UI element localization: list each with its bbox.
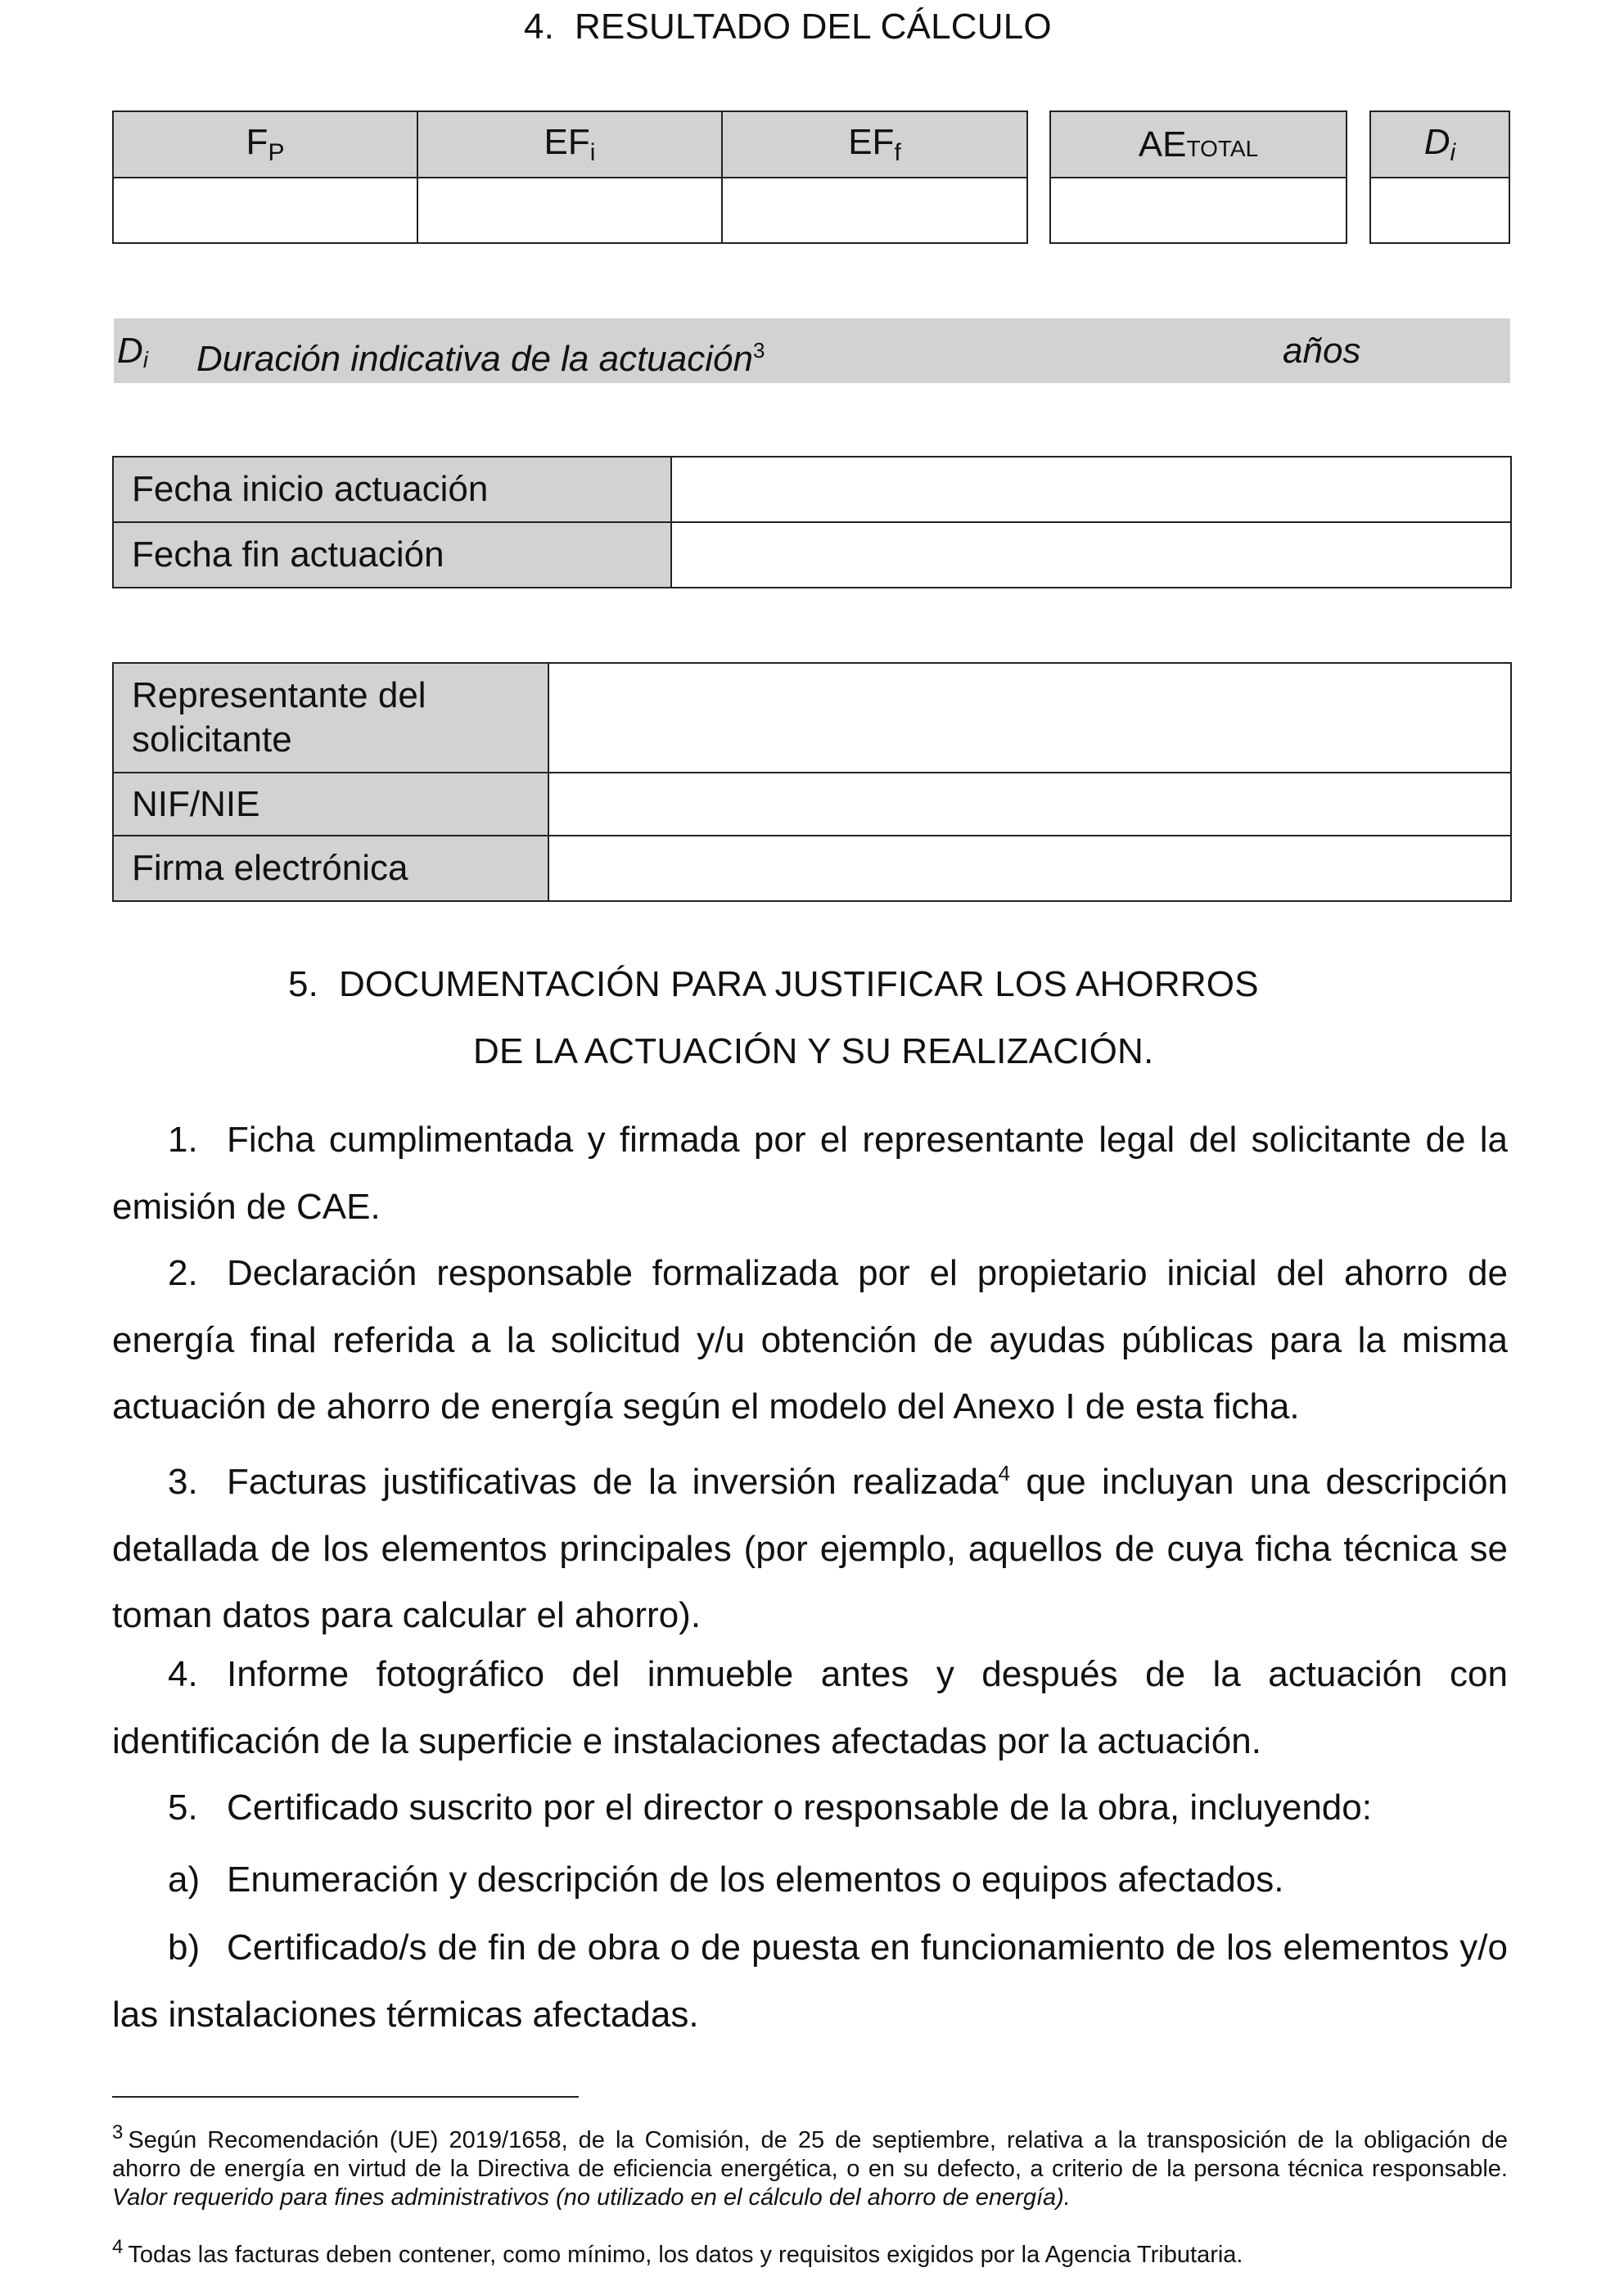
header-eff: $EF_f$: [722, 111, 1027, 178]
footnote-separator: [112, 2096, 579, 2098]
doc-item-4-text: Informe fotográfico del inmueble antes y después de la actuación con identificación de la superficie e instalaciones afectadas por la actuación.: [112, 1654, 1508, 1761]
result-table-group-a: [112, 110, 1028, 244]
doc-item-1-number: 1.: [168, 1120, 198, 1160]
value-eff[interactable]: [722, 178, 1027, 243]
section-5-title-line2: DE LA ACTUACIÓN Y SU REALIZACIÓN.: [473, 1031, 1154, 1071]
doc-item-3-text: Facturas justificativas de la inversión realizada: [227, 1462, 999, 1502]
representative-label: Representante del solicitante: [113, 663, 548, 773]
doc-item-5-text: Certificado suscrito por el director o responsable de la obra, incluyendo:: [227, 1787, 1372, 1828]
signature-label: Firma electrónica: [113, 836, 548, 901]
footnote-ref-3[interactable]: 3: [752, 338, 765, 363]
header-ae-total: AETOTAL: [1050, 111, 1347, 178]
dates-table: [112, 456, 1512, 588]
result-table-group-c: [1369, 110, 1510, 244]
signatory-table: [112, 662, 1512, 902]
doc-item-2: [112, 1240, 1508, 1440]
duration-unit: años: [1283, 331, 1361, 371]
footnote-3-text: Según Recomendación (UE) 2019/1658, de la Comisión, de 25 de septiembre, relativa a la transposición de la obligación de ahorro de energía en virtud de la Directiva de eficiencia energética, o en su defecto, a criterio de la persona técnica responsable.: [112, 2127, 1508, 2182]
footnote-3-number: 3: [112, 2121, 124, 2144]
doc-item-2-text: Declaración responsable formalizada por el propietario inicial del ahorro de energía final referida a la solicitud y/u obtención de ayudas públicas para la misma actuación de ahorro de energía según el modelo del Anexo I de esta ficha.: [112, 1253, 1508, 1427]
doc-item-3-number: 3.: [168, 1462, 198, 1502]
footnote-3: [112, 2118, 1508, 2212]
value-fp[interactable]: [113, 178, 417, 243]
representative-value[interactable]: [548, 663, 1511, 773]
section-5-title-line1: 5. DOCUMENTACIÓN PARA JUSTIFICAR LOS AHORROS: [288, 964, 1259, 1004]
result-table-group-b: [1049, 110, 1347, 244]
doc-item-1-text: Ficha cumplimentada y firmada por el representante legal del solicitante de la emisión de CAE.: [112, 1120, 1508, 1227]
doc-item-4-number: 4.: [168, 1654, 198, 1694]
doc-item-1: [112, 1107, 1508, 1240]
footnote-4-text: Todas las facturas deben contener, como mínimo, los datos y requisitos exigidos por la Agencia Tributaria.: [128, 2242, 1243, 2268]
doc-item-5a: [112, 1846, 1508, 1914]
value-ae-total[interactable]: [1050, 178, 1347, 243]
start-date-value[interactable]: [671, 457, 1511, 522]
footnote-ref-4[interactable]: 4: [998, 1461, 1011, 1485]
end-date-value[interactable]: [671, 522, 1511, 588]
nif-label: NIF/NIE: [113, 773, 548, 836]
signature-value[interactable]: [548, 836, 1511, 901]
doc-item-3-text-cont: que incluyan una descripción detallada de los elementos principales (por ejemplo, aquellos de cuya ficha técnica se toman datos para calcular el ahorro).: [112, 1462, 1508, 1635]
doc-item-5a-letter: a): [168, 1860, 201, 1900]
doc-item-2-number: 2.: [168, 1253, 198, 1293]
header-efi: $EF_i$: [417, 111, 722, 178]
duration-row: [114, 318, 1510, 383]
end-date-label: Fecha fin actuación: [113, 522, 671, 588]
footnote-4-number: 4: [112, 2236, 124, 2258]
doc-item-5b: [112, 1914, 1508, 2048]
doc-item-3: [112, 1440, 1508, 1649]
doc-item-5b-letter: b): [168, 1927, 201, 1968]
footnote-3-italic-text: Valor requerido para fines administrativos (no utilizado en el cálculo del ahorro de energía).: [112, 2184, 1071, 2211]
header-di: $D_i$: [1370, 111, 1509, 178]
value-di[interactable]: [1370, 178, 1509, 243]
doc-item-5-number: 5.: [168, 1787, 198, 1828]
duration-symbol: $D_i$: [117, 331, 149, 372]
doc-item-5: [112, 1774, 1508, 1841]
section-4-title: 4. RESULTADO DEL CÁLCULO: [524, 7, 1052, 47]
footnote-4: [112, 2233, 1508, 2270]
duration-label: Duración indicativa de la actuación$^3$: [196, 338, 765, 379]
value-efi[interactable]: [417, 178, 722, 243]
doc-item-5a-text: Enumeración y descripción de los elementos o equipos afectados.: [227, 1860, 1284, 1900]
doc-item-4: [112, 1641, 1508, 1774]
nif-value[interactable]: [548, 773, 1511, 836]
start-date-label: Fecha inicio actuación: [113, 457, 671, 522]
header-fp: $F_P$: [113, 111, 417, 178]
doc-item-5b-text: Certificado/s de fin de obra o de puesta en funcionamiento de los elementos y/o las instalaciones térmicas afectadas.: [112, 1927, 1508, 2035]
